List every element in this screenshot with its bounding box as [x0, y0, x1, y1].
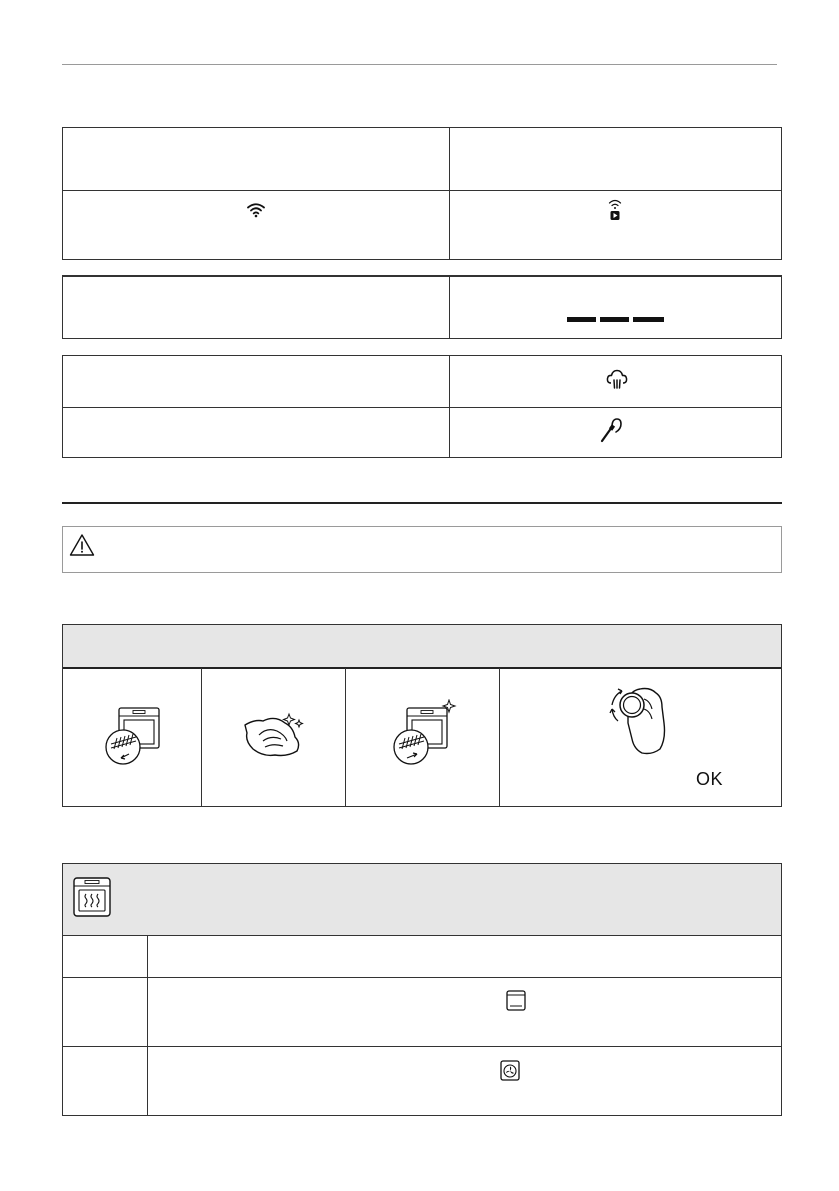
steam-icon	[606, 368, 628, 390]
oven-insert-accessories-icon	[391, 699, 457, 767]
progress-bar-icon	[567, 317, 664, 322]
heating-table	[62, 863, 782, 1116]
section-rule	[62, 502, 782, 504]
warning-icon	[69, 533, 95, 557]
warning-box	[62, 526, 782, 573]
oven-fan-icon	[500, 1060, 520, 1081]
food-probe-icon	[599, 416, 623, 444]
features-table	[62, 355, 782, 458]
remote-start-icon	[608, 198, 622, 222]
connectivity-table	[62, 127, 782, 260]
heating-header	[63, 864, 781, 935]
oven-heat-icon	[73, 877, 111, 917]
header-rule	[62, 64, 777, 65]
ok-label: OK	[696, 769, 724, 789]
progress-table	[62, 275, 782, 339]
cloth-wipe-icon	[241, 709, 313, 761]
oven-door-icon	[506, 990, 526, 1011]
wifi-icon	[247, 202, 265, 218]
steps-header	[63, 625, 781, 667]
oven-remove-accessories-icon	[103, 705, 163, 767]
steps-table	[62, 624, 782, 807]
knob-hand-icon	[608, 683, 670, 757]
